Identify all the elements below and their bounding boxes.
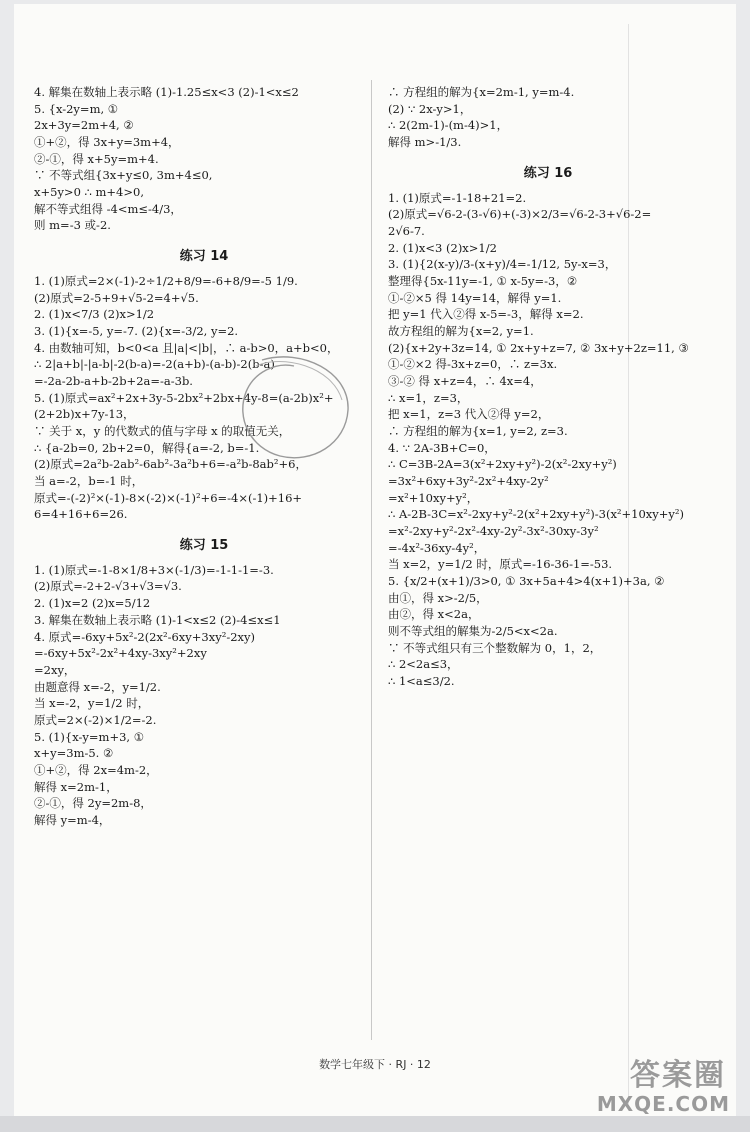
text-line: ③-② 得 x+z=4，∴ 4x=4， <box>388 373 542 388</box>
text-line: 5. (1)原式=ax²+2x+3y-5-2bx²+2bx+4y-8=(a-2b)x²+ <box>34 390 334 405</box>
text-line: ∴ 2(2m-1)-(m-4)>1， <box>388 118 509 133</box>
text-line: x+5y>0 ∴ m+4>0, <box>34 185 144 200</box>
watermark-logo <box>596 1050 738 1122</box>
text-line: 3. 解集在数轴上表示略 (1)-1<x≤2 (2)-4≤x≤1 <box>34 612 281 627</box>
text-line: 把 y=1 代入②得 x-5=-3，解得 x=2. <box>388 307 584 322</box>
right-column <box>388 84 708 690</box>
text-line: 由题意得 x=-2，y=1/2. <box>34 679 161 694</box>
text-line: =-2a-2b-a+b-2b+2a=-a-3b. <box>34 373 193 388</box>
text-line: ∴ 2|a+b|-|a-b|-2(b-a)=-2(a+b)-(a-b)-2(b-a) <box>34 357 275 372</box>
text-line: 解得 m>-1/3. <box>388 135 462 150</box>
page-footer: 数学七年级下 · RJ · 12 <box>319 1058 431 1071</box>
text-line: 5. {x-2y=m, ① <box>34 101 119 116</box>
text-line: =3x²+6xy+3y²-2x²+4xy-2y² <box>388 473 549 488</box>
text-line: 解不等式组得 -4<m≤-4/3， <box>34 201 182 216</box>
text-line: ∵ 不等式组只有三个整数解为 0，1，2， <box>388 640 602 655</box>
text-line: ∵ 不等式组{3x+y≤0, 3m+4≤0, <box>34 168 213 183</box>
section-heading-15: 练习 15 <box>179 537 229 553</box>
text-line: 当 x=-2，y=1/2 时， <box>34 696 150 711</box>
watermark-line-2: MXQE.COM <box>596 1092 730 1116</box>
text-line: 2√6-7. <box>388 223 425 238</box>
text-line: (2){x+2y+3z=14, ① 2x+y+z=7, ② 3x+y+2z=11, ③ <box>388 340 689 355</box>
text-line: =x²+10xy+y²， <box>388 490 479 505</box>
text-line: (2) ∵ 2x-y>1， <box>388 101 472 116</box>
text-line: ∴ x=1，z=3， <box>388 390 469 405</box>
text-line: 5. {x/2+(x+1)/3>0, ① 3x+5a+4>4(x+1)+3a, ② <box>388 573 665 588</box>
text-line: ∴ C=3B-2A=3(x²+2xy+y²)-2(x²-2xy+y²) <box>388 457 617 472</box>
text-line: 6=4+16+6=26. <box>34 507 128 522</box>
text-line: 解得 y=m-4， <box>34 812 111 827</box>
text-line: 当 a=-2，b=-1 时， <box>34 473 144 488</box>
text-line: 由①，得 x>-2/5， <box>388 590 488 605</box>
text-line: ∴ 2<2a≤3， <box>388 657 459 672</box>
text-line: 由②，得 x<2a， <box>388 607 480 622</box>
text-line: (2)原式=2-5+9+√5-2=4+√5. <box>34 290 199 305</box>
section-heading-14: 练习 14 <box>179 249 229 265</box>
text-line: 4. ∵ 2A-3B+C=0， <box>388 440 496 455</box>
text-line: 4. 解集在数轴上表示略 (1)-1.25≤x<3 (2)-1<x≤2 <box>34 85 299 99</box>
text-line: 1. (1)原式=-1-18+21=2. <box>388 190 527 205</box>
text-line: ①-②×2 得-3x+z=0，∴ z=3x. <box>388 357 558 372</box>
text-line: =2xy， <box>34 662 76 677</box>
text-line: 故方程组的解为{x=2, y=1. <box>388 323 534 338</box>
text-line: ∴ {a-2b=0, 2b+2=0，解得{a=-2, b=-1. <box>34 440 260 455</box>
text-line: x+y=3m-5. ② <box>34 746 114 761</box>
watermark-line-1: 答案圈 <box>630 1058 726 1093</box>
text-line: 1. (1)原式=2×(-1)-2÷1/2+8/9=-6+8/9=-5 1/9. <box>34 273 298 288</box>
text-line: 原式=-(-2)²×(-1)-8×(-2)×(-1)²+6=-4×(-1)+16+ <box>34 490 303 505</box>
text-line: (2+2b)x+7y-13， <box>34 407 135 422</box>
text-line: ②-①，得 x+5y=m+4. <box>34 151 159 166</box>
text-line: ①-②×5 得 14y=14，解得 y=1. <box>388 290 562 305</box>
text-line: =x²-2xy+y²-2x²-4xy-2y²-3x²-30xy-3y² <box>388 523 599 538</box>
text-line: 则 m=-3 或-2. <box>34 218 111 233</box>
text-line: 把 x=1，z=3 代入②得 y=2， <box>388 407 550 422</box>
text-line: 3. (1){2(x-y)/3-(x+y)/4=-1/12, 5y-x=3， <box>388 257 617 272</box>
text-line: 5. (1){x-y=m+3, ① <box>34 729 145 744</box>
text-line: ①+②，得 3x+y=3m+4， <box>34 135 180 150</box>
section-heading-16: 练习 16 <box>523 165 573 181</box>
text-line: ∴ 方程组的解为{x=1, y=2, z=3. <box>388 423 568 438</box>
pencil-scribble <box>232 352 358 470</box>
text-line: 原式=2×(-2)×1/2=-2. <box>34 712 157 727</box>
text-line: 2x+3y=2m+4, ② <box>34 118 134 133</box>
text-line: ①+②，得 2x=4m-2， <box>34 762 158 777</box>
text-line: ∴ 方程组的解为{x=2m-1, y=m-4. <box>388 85 575 99</box>
text-line: 2. (1)x=2 (2)x=5/12 <box>34 596 151 611</box>
text-line: (2)原式=√6-2-(3-√6)+(-3)×2/3=√6-2-3+√6-2= <box>388 207 652 222</box>
text-line: 1. (1)原式=-1-8×1/8+3×(-1/3)=-1-1-1=-3. <box>34 562 274 577</box>
text-line: 则不等式组的解集为-2/5<x<2a. <box>388 624 558 638</box>
text-line: =-6xy+5x²-2x²+4xy-3xy²+2xy <box>34 646 207 661</box>
text-line: 2. (1)x<3 (2)x>1/2 <box>388 240 497 255</box>
text-line: 4. 由数轴可知，b<0<a 且|a|<|b|，∴ a-b>0，a+b<0， <box>34 340 339 355</box>
text-line: ②-①，得 2y=2m-8， <box>34 796 152 811</box>
text-line: (2)原式=2a²b-2ab²-6ab²-3a²b+6=-a²b-8ab²+6， <box>34 457 307 472</box>
text-line: ∴ 1<a≤3/2. <box>388 674 455 689</box>
text-line: =-4x²-36xy-4y²， <box>388 540 486 555</box>
text-line: ∵ 关于 x，y 的代数式的值与字母 x 的取值无关， <box>34 423 291 438</box>
text-line: ∴ A-2B-3C=x²-2xy+y²-2(x²+2xy+y²)-3(x²+10xy+y²) <box>388 507 685 522</box>
text-line: 4. 原式=-6xy+5x²-2(2x²-6xy+3xy²-2xy) <box>34 629 255 644</box>
text-line: 整理得{5x-11y=-1, ① x-5y=-3，② <box>388 273 578 288</box>
text-line: 解得 x=2m-1， <box>34 779 118 794</box>
text-line: 2. (1)x<7/3 (2)x>1/2 <box>34 307 155 322</box>
text-line: (2)原式=-2+2-√3+√3=√3. <box>34 579 182 594</box>
text-line: 当 x=2，y=1/2 时，原式=-16-36-1=-53. <box>388 557 613 572</box>
text-line: 3. (1){x=-5, y=-7. (2){x=-3/2, y=2. <box>34 323 239 338</box>
